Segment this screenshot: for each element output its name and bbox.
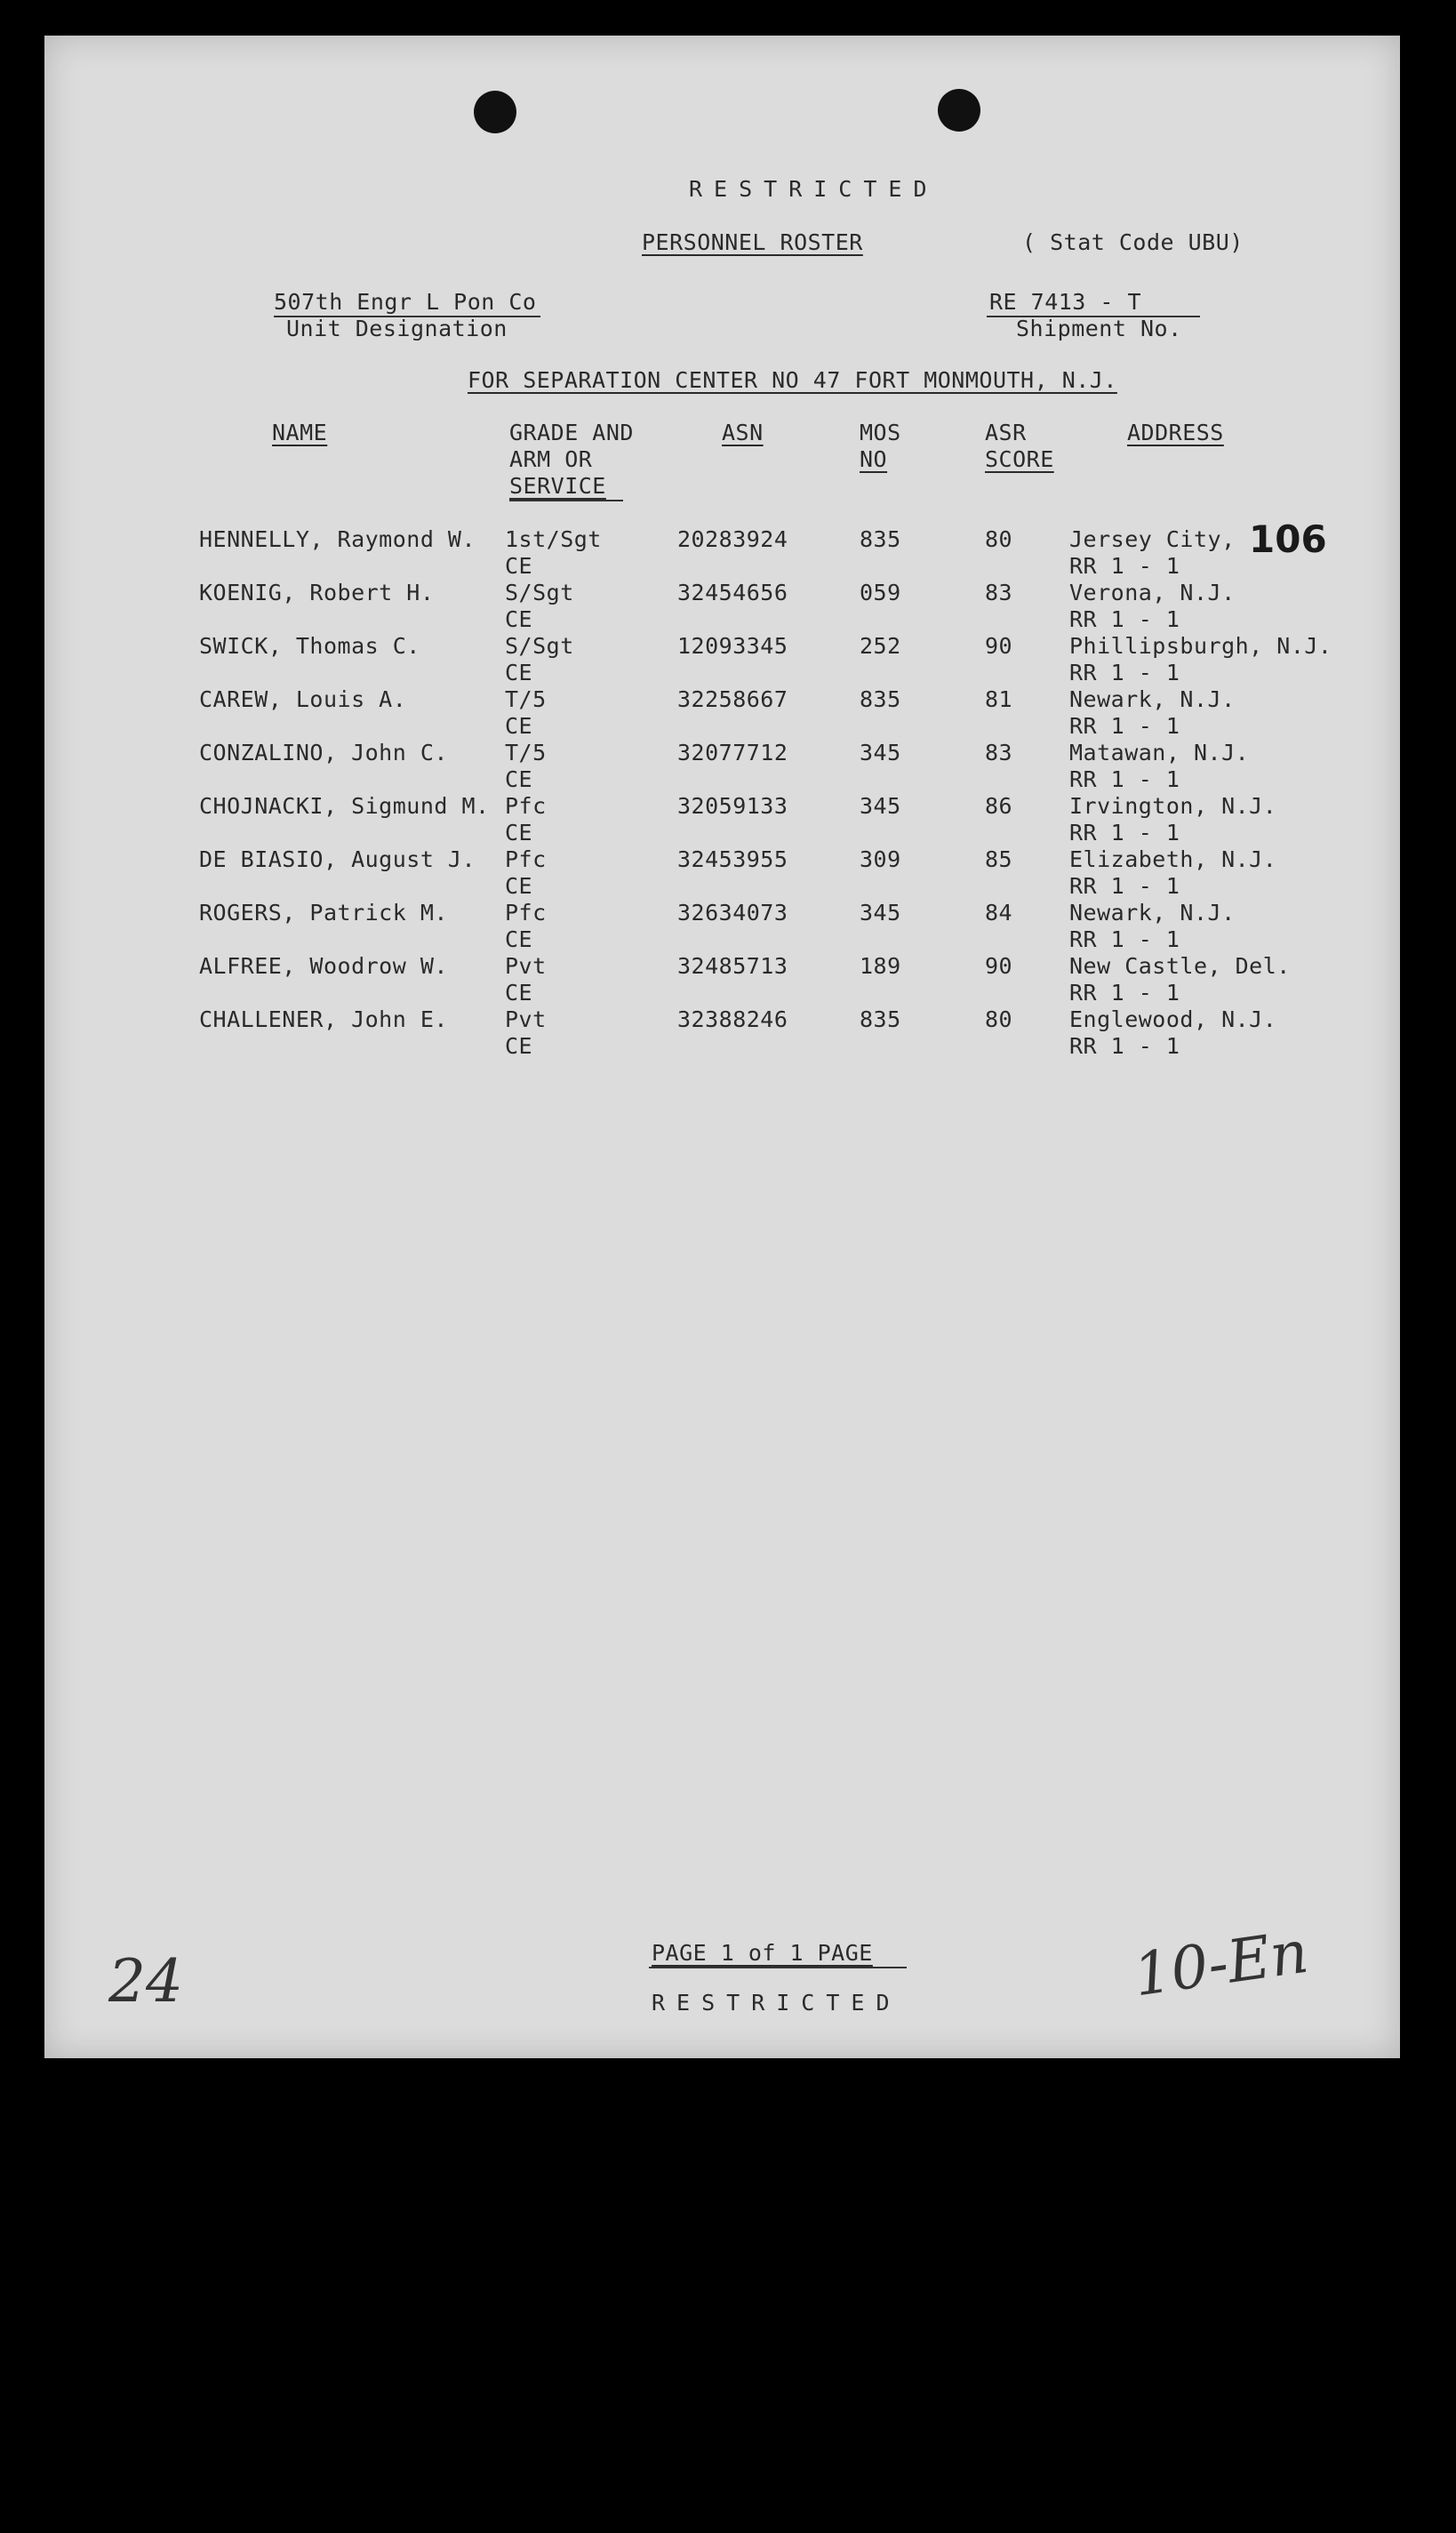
row-name: DE BIASIO, August J.: [199, 846, 476, 872]
row-service: CE: [505, 766, 533, 792]
row-asr: 83: [985, 740, 1013, 766]
row-grade: Pvt: [505, 1006, 547, 1032]
row-asr: 90: [985, 953, 1013, 979]
table-row: [44, 633, 1400, 686]
page-number: PAGE 1 of 1 PAGE: [652, 1940, 873, 1966]
table-row: [44, 740, 1400, 793]
col-mos-1: MOS: [860, 420, 901, 445]
row-name: SWICK, Thomas C.: [199, 633, 420, 659]
row-service: CE: [505, 820, 533, 846]
col-asr-1: ASR: [985, 420, 1027, 445]
row-address-2: RR 1 - 1: [1069, 980, 1180, 1006]
table-row: [44, 900, 1400, 953]
row-service: CE: [505, 1033, 533, 1059]
row-address-2: RR 1 - 1: [1069, 553, 1180, 579]
row-asn: 32077712: [677, 740, 788, 766]
row-address: New Castle, Del.: [1069, 953, 1291, 979]
stamp-number: 106: [1249, 517, 1327, 561]
row-name: CAREW, Louis A.: [199, 686, 407, 712]
table-row: [44, 526, 1400, 580]
row-asn: 32388246: [677, 1006, 788, 1032]
row-service: CE: [505, 713, 533, 739]
table-row: [44, 793, 1400, 846]
table-row: [44, 686, 1400, 740]
shipment-number: RE 7413 - T: [989, 289, 1142, 315]
row-name: CONZALINO, John C.: [199, 740, 448, 766]
handwritten-page-count: 24: [108, 1947, 183, 2016]
table-row: [44, 953, 1400, 1006]
row-address-2: RR 1 - 1: [1069, 820, 1180, 846]
row-mos: 309: [860, 846, 901, 872]
row-service: CE: [505, 873, 533, 899]
row-asr: 80: [985, 1006, 1013, 1032]
col-grade-3: SERVICE: [509, 473, 606, 499]
row-name: KOENIG, Robert H.: [199, 580, 435, 605]
row-grade: Pfc: [505, 846, 547, 872]
row-service: CE: [505, 553, 533, 579]
row-mos: 189: [860, 953, 901, 979]
row-asr: 85: [985, 846, 1013, 872]
row-asr: 83: [985, 580, 1013, 605]
row-grade: T/5: [505, 686, 547, 712]
row-address: Jersey City,: [1069, 526, 1236, 552]
row-asr: 86: [985, 793, 1013, 819]
row-mos: 345: [860, 793, 901, 819]
row-service: CE: [505, 926, 533, 952]
row-grade: T/5: [505, 740, 547, 766]
row-mos: 345: [860, 900, 901, 926]
row-asr: 90: [985, 633, 1013, 659]
table-row: [44, 580, 1400, 633]
row-address: Newark, N.J.: [1069, 900, 1236, 926]
row-asn: 12093345: [677, 633, 788, 659]
row-mos: 059: [860, 580, 901, 605]
row-address-2: RR 1 - 1: [1069, 766, 1180, 792]
row-address-2: RR 1 - 1: [1069, 713, 1180, 739]
table-row: [44, 846, 1400, 900]
col-grade-rule: [509, 500, 623, 501]
restricted-footer: RESTRICTED: [652, 1990, 901, 2016]
document-title: PERSONNEL ROSTER: [642, 229, 863, 255]
row-service: CE: [505, 980, 533, 1006]
roster-table: [44, 526, 1400, 1060]
row-address: Irvington, N.J.: [1069, 793, 1277, 819]
row-asn: 32454656: [677, 580, 788, 605]
row-grade: Pfc: [505, 793, 547, 819]
row-mos: 835: [860, 1006, 901, 1032]
row-service: CE: [505, 606, 533, 632]
row-address-2: RR 1 - 1: [1069, 873, 1180, 899]
table-row: [44, 1006, 1400, 1060]
punch-hole-right: [938, 89, 980, 132]
row-service: CE: [505, 660, 533, 685]
row-mos: 835: [860, 686, 901, 712]
row-asn: 32634073: [677, 900, 788, 926]
row-address: Verona, N.J.: [1069, 580, 1236, 605]
row-asr: 84: [985, 900, 1013, 926]
row-address: Elizabeth, N.J.: [1069, 846, 1277, 872]
handwritten-note: 10-En: [1129, 1917, 1313, 2010]
row-address: Newark, N.J.: [1069, 686, 1236, 712]
row-asn: 20283924: [677, 526, 788, 552]
row-grade: Pvt: [505, 953, 547, 979]
row-address: Englewood, N.J.: [1069, 1006, 1277, 1032]
row-asn: 32059133: [677, 793, 788, 819]
row-asr: 80: [985, 526, 1013, 552]
col-grade-2: ARM OR: [509, 446, 593, 472]
row-asn: 32258667: [677, 686, 788, 712]
col-asn: ASN: [722, 420, 764, 445]
row-address-2: RR 1 - 1: [1069, 926, 1180, 952]
row-address-2: RR 1 - 1: [1069, 1033, 1180, 1059]
col-asr-2: SCORE: [985, 446, 1054, 472]
row-mos: 252: [860, 633, 901, 659]
restricted-header: RESTRICTED: [689, 176, 939, 202]
row-name: ALFREE, Woodrow W.: [199, 953, 448, 979]
row-name: CHALLENER, John E.: [199, 1006, 448, 1032]
punch-hole-left: [474, 91, 516, 133]
row-asn: 32453955: [677, 846, 788, 872]
col-name: NAME: [272, 420, 328, 445]
page-rule: [649, 1967, 907, 1968]
row-name: ROGERS, Patrick M.: [199, 900, 448, 926]
row-grade: 1st/Sgt: [505, 526, 602, 552]
separation-center: FOR SEPARATION CENTER NO 47 FORT MONMOUTH, N.J.: [468, 367, 1117, 393]
document-page: [44, 36, 1400, 2058]
row-address: Phillipsburgh, N.J.: [1069, 633, 1332, 659]
row-grade: Pfc: [505, 900, 547, 926]
shipment-caption: Shipment No.: [1016, 316, 1182, 341]
row-grade: S/Sgt: [505, 633, 574, 659]
row-name: CHOJNACKI, Sigmund M.: [199, 793, 490, 819]
row-mos: 345: [860, 740, 901, 766]
unit-name: 507th Engr L Pon Co: [274, 289, 537, 315]
row-address: Matawan, N.J.: [1069, 740, 1250, 766]
col-address: ADDRESS: [1127, 420, 1224, 445]
stat-code: ( Stat Code UBU): [1022, 229, 1244, 255]
row-grade: S/Sgt: [505, 580, 574, 605]
col-grade-1: GRADE AND: [509, 420, 634, 445]
unit-caption: Unit Designation: [286, 316, 508, 341]
col-mos-2: NO: [860, 446, 888, 472]
row-name: HENNELLY, Raymond W.: [199, 526, 476, 552]
row-asr: 81: [985, 686, 1013, 712]
row-asn: 32485713: [677, 953, 788, 979]
row-address-2: RR 1 - 1: [1069, 660, 1180, 685]
row-mos: 835: [860, 526, 901, 552]
row-address-2: RR 1 - 1: [1069, 606, 1180, 632]
